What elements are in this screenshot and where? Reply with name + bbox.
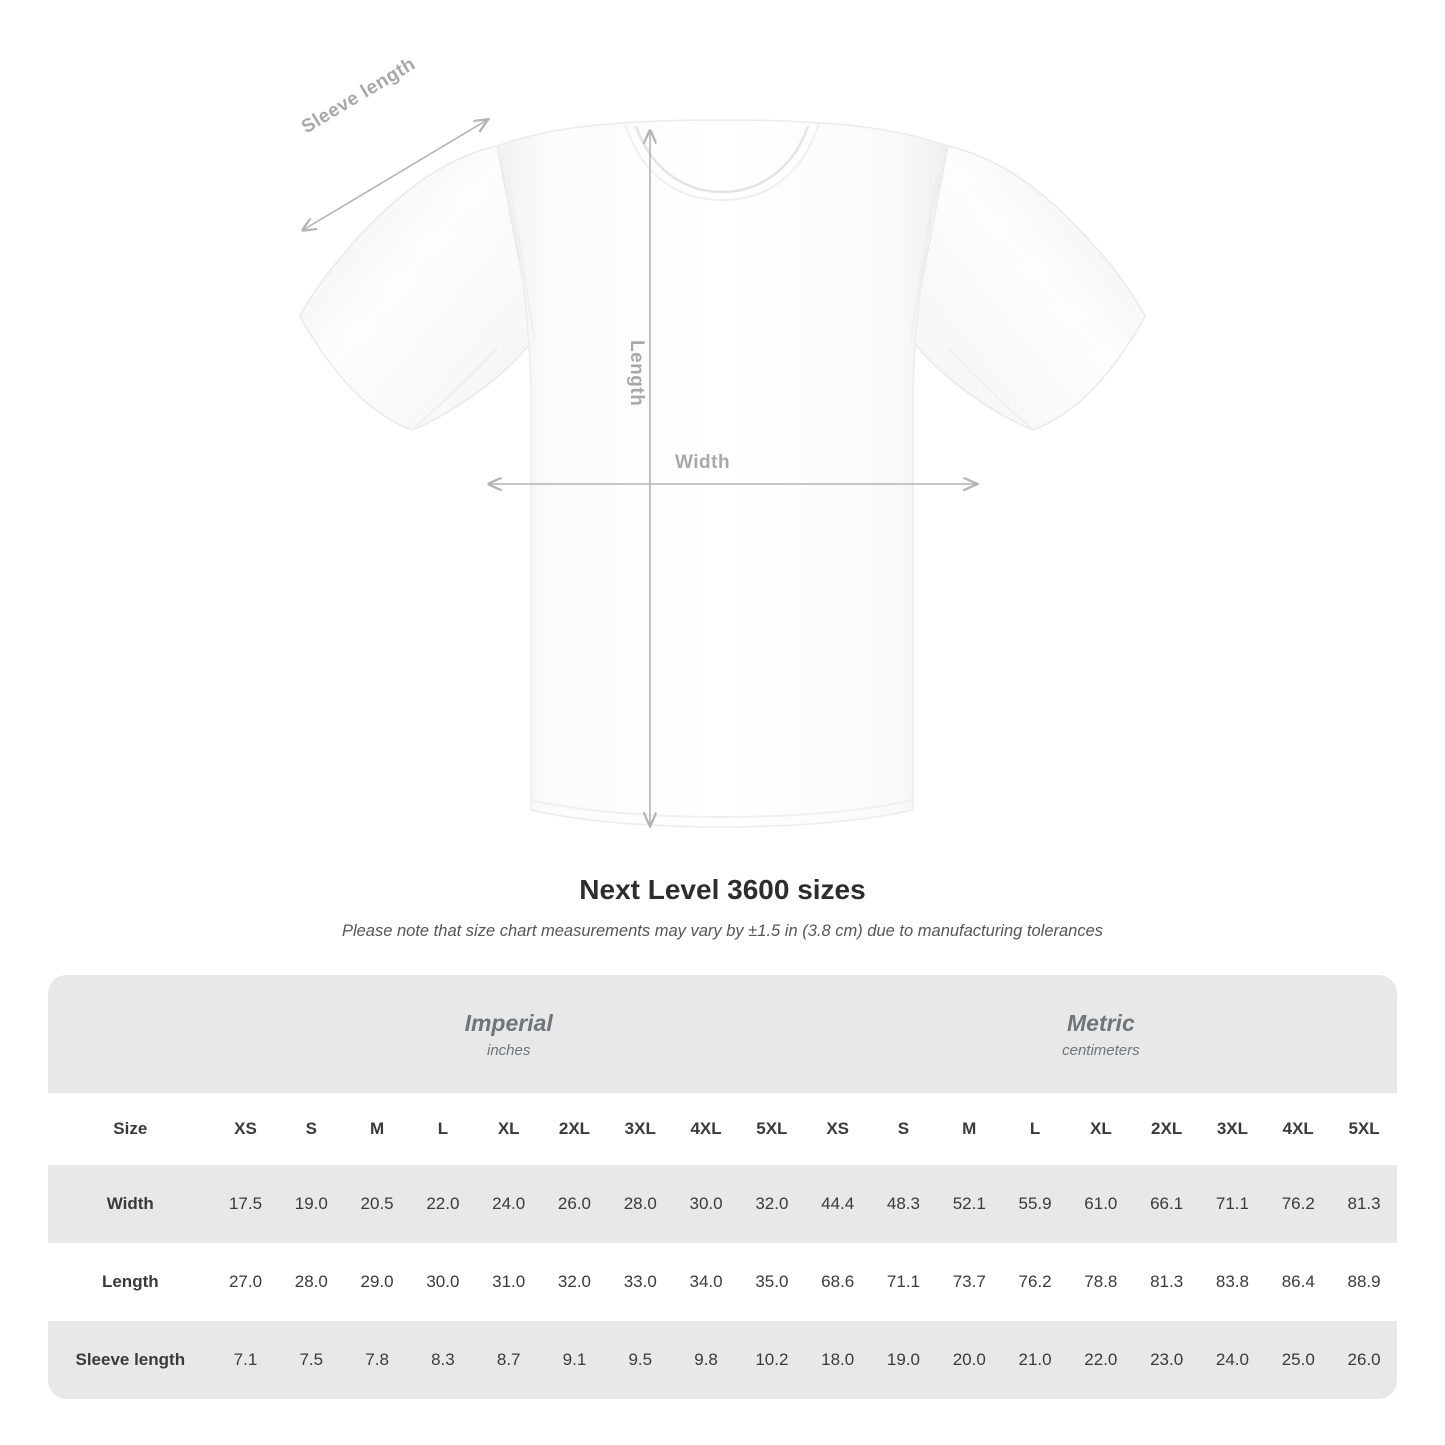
width-label: Width — [675, 452, 731, 473]
cell-sleeve-metric-2xl: 23.0 — [1134, 1321, 1200, 1399]
cell-sleeve-imperial-2xl: 9.1 — [542, 1321, 608, 1399]
cell-length-imperial-2xl: 32.0 — [542, 1243, 608, 1321]
cell-length-metric-4xl: 86.4 — [1265, 1243, 1331, 1321]
row-label-length: Length — [48, 1243, 213, 1321]
unit-group-imperial-name: Imperial — [464, 1009, 553, 1036]
cell-width-metric-m: 52.1 — [936, 1165, 1002, 1243]
cell-sleeve-imperial-xs: 7.1 — [213, 1321, 279, 1399]
unit-group-imperial — [213, 975, 805, 1093]
size-header-imperial-2xl: 2XL — [542, 1093, 608, 1165]
length-label: Length — [626, 340, 647, 407]
cell-width-metric-5xl: 81.3 — [1331, 1165, 1397, 1243]
cell-length-metric-m: 73.7 — [936, 1243, 1002, 1321]
cell-length-metric-5xl: 88.9 — [1331, 1243, 1397, 1321]
sleeve-length-label: Sleeve length — [298, 53, 420, 139]
size-header-metric-5xl: 5XL — [1331, 1093, 1397, 1165]
cell-sleeve-metric-s: 19.0 — [871, 1321, 937, 1399]
cell-width-imperial-m: 20.5 — [344, 1165, 410, 1243]
cell-length-imperial-xs: 27.0 — [213, 1243, 279, 1321]
page-title: Next Level 3600 sizes — [579, 874, 866, 905]
cell-width-imperial-xs: 17.5 — [213, 1165, 279, 1243]
size-header-imperial-l: L — [410, 1093, 476, 1165]
cell-length-imperial-3xl: 33.0 — [607, 1243, 673, 1321]
unit-group-metric-name: Metric — [1067, 1009, 1135, 1036]
unit-group-imperial-sub: inches — [487, 1042, 531, 1060]
cell-sleeve-imperial-4xl: 9.8 — [673, 1321, 739, 1399]
size-header-metric-s: S — [871, 1093, 937, 1165]
table-row — [48, 1243, 1397, 1321]
size-header-metric-xs: XS — [805, 1093, 871, 1165]
unit-header-spacer — [48, 975, 213, 1093]
size-header-imperial-s: S — [278, 1093, 344, 1165]
cell-width-metric-s: 48.3 — [871, 1165, 937, 1243]
unit-group-metric — [805, 975, 1397, 1093]
size-header-metric-l: L — [1002, 1093, 1068, 1165]
cell-width-imperial-3xl: 28.0 — [607, 1165, 673, 1243]
cell-width-metric-xs: 44.4 — [805, 1165, 871, 1243]
cell-length-metric-3xl: 83.8 — [1200, 1243, 1266, 1321]
cell-sleeve-imperial-s: 7.5 — [278, 1321, 344, 1399]
cell-sleeve-imperial-l: 8.3 — [410, 1321, 476, 1399]
cell-length-imperial-m: 29.0 — [344, 1243, 410, 1321]
size-header-imperial-xl: XL — [476, 1093, 542, 1165]
size-table-wrapper — [48, 975, 1397, 1399]
table-row — [48, 1321, 1397, 1399]
size-header-row — [48, 1093, 1397, 1165]
cell-width-imperial-5xl: 32.0 — [739, 1165, 805, 1243]
cell-width-metric-4xl: 76.2 — [1265, 1165, 1331, 1243]
size-header-imperial-xs: XS — [213, 1093, 279, 1165]
cell-sleeve-imperial-5xl: 10.2 — [739, 1321, 805, 1399]
size-header-imperial-3xl: 3XL — [607, 1093, 673, 1165]
table-row — [48, 1165, 1397, 1243]
size-header-imperial-4xl: 4XL — [673, 1093, 739, 1165]
cell-length-metric-l: 76.2 — [1002, 1243, 1068, 1321]
cell-sleeve-imperial-xl: 8.7 — [476, 1321, 542, 1399]
cell-length-metric-xs: 68.6 — [805, 1243, 871, 1321]
cell-length-imperial-5xl: 35.0 — [739, 1243, 805, 1321]
size-header-metric-xl: XL — [1068, 1093, 1134, 1165]
cell-width-imperial-4xl: 30.0 — [673, 1165, 739, 1243]
cell-length-metric-xl: 78.8 — [1068, 1243, 1134, 1321]
size-header-metric-m: M — [936, 1093, 1002, 1165]
size-table — [48, 975, 1397, 1399]
cell-sleeve-imperial-m: 7.8 — [344, 1321, 410, 1399]
cell-width-imperial-s: 19.0 — [278, 1165, 344, 1243]
cell-sleeve-imperial-3xl: 9.5 — [607, 1321, 673, 1399]
unit-header-row — [48, 975, 1397, 1093]
cell-length-imperial-4xl: 34.0 — [673, 1243, 739, 1321]
size-header-metric-3xl: 3XL — [1200, 1093, 1266, 1165]
cell-sleeve-metric-xs: 18.0 — [805, 1321, 871, 1399]
cell-width-imperial-xl: 24.0 — [476, 1165, 542, 1243]
cell-sleeve-metric-5xl: 26.0 — [1331, 1321, 1397, 1399]
cell-length-metric-2xl: 81.3 — [1134, 1243, 1200, 1321]
cell-length-imperial-l: 30.0 — [410, 1243, 476, 1321]
size-header-imperial-5xl: 5XL — [739, 1093, 805, 1165]
cell-sleeve-metric-4xl: 25.0 — [1265, 1321, 1331, 1399]
cell-length-metric-s: 71.1 — [871, 1243, 937, 1321]
cell-width-metric-l: 55.9 — [1002, 1165, 1068, 1243]
cell-width-metric-xl: 61.0 — [1068, 1165, 1134, 1243]
cell-width-metric-3xl: 71.1 — [1200, 1165, 1266, 1243]
size-header-imperial-m: M — [344, 1093, 410, 1165]
cell-sleeve-metric-xl: 22.0 — [1068, 1321, 1134, 1399]
cell-width-metric-2xl: 66.1 — [1134, 1165, 1200, 1243]
cell-width-imperial-2xl: 26.0 — [542, 1165, 608, 1243]
size-header-metric-4xl: 4XL — [1265, 1093, 1331, 1165]
row-label-width: Width — [48, 1165, 213, 1243]
cell-width-imperial-l: 22.0 — [410, 1165, 476, 1243]
cell-length-imperial-xl: 31.0 — [476, 1243, 542, 1321]
row-label-sleeve-length: Sleeve length — [48, 1321, 213, 1399]
size-header-cell: Size — [48, 1093, 213, 1165]
size-header-metric-2xl: 2XL — [1134, 1093, 1200, 1165]
cell-sleeve-metric-m: 20.0 — [936, 1321, 1002, 1399]
tolerance-note: Please note that size chart measurements may vary by ±1.5 in (3.8 cm) due to manufacturing tolerances — [341, 922, 1104, 940]
unit-group-metric-sub: centimeters — [1062, 1042, 1140, 1060]
cell-length-imperial-s: 28.0 — [278, 1243, 344, 1321]
cell-sleeve-metric-3xl: 24.0 — [1200, 1321, 1266, 1399]
cell-sleeve-metric-l: 21.0 — [1002, 1321, 1068, 1399]
